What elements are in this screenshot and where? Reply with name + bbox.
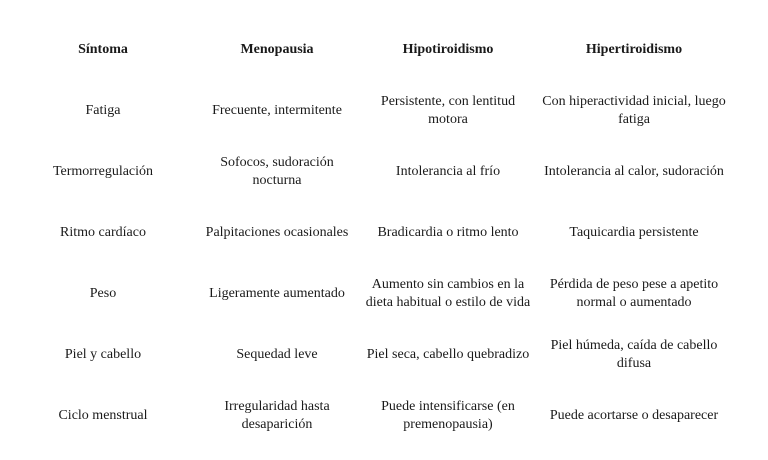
cell-hipertiroidismo: Taquicardia persistente <box>569 224 699 240</box>
header-hipotiroidismo: Hipotiroidismo <box>402 42 494 57</box>
table-row <box>12 80 732 141</box>
cell-hipertiroidismo: Piel húmeda, caída de cabello difusa <box>550 337 718 371</box>
cell-hipertiroidismo: Puede acortarse o desaparecer <box>549 407 719 423</box>
cell-menopausia: Sequedad leve <box>236 346 318 362</box>
cell-hipotiroidismo: Puede intensificarse (en premenopausia) <box>381 398 515 432</box>
header-menopausia: Menopausia <box>240 42 314 57</box>
cell-hipertiroidismo: Intolerancia al calor, sudoración <box>544 163 724 179</box>
symptom-comparison-table <box>12 20 732 446</box>
cell-menopausia: Ligeramente aumentado <box>209 285 345 301</box>
cell-hipotiroidismo: Intolerancia al frío <box>395 163 501 179</box>
cell-hipotiroidismo: Piel seca, cabello quebradizo <box>366 346 530 362</box>
cell-menopausia: Palpitaciones ocasionales <box>205 224 349 240</box>
cell-hipotiroidismo: Bradicardia o ritmo lento <box>377 224 519 240</box>
cell-symptom: Peso <box>89 285 117 301</box>
table-header-row <box>12 20 732 80</box>
table-row <box>12 141 732 202</box>
header-sintoma: Síntoma <box>78 42 128 57</box>
cell-hipertiroidismo: Pérdida de peso pese a apetito normal o aumentado <box>549 276 719 310</box>
cell-menopausia: Irregularidad hasta desaparición <box>224 398 330 432</box>
cell-symptom: Termorregulación <box>52 163 154 179</box>
cell-menopausia: Frecuente, intermitente <box>212 102 342 118</box>
cell-hipertiroidismo: Con hiperactividad inicial, luego fatiga <box>542 93 726 127</box>
table-row <box>12 263 732 324</box>
table-row <box>12 324 732 385</box>
table-row <box>12 202 732 263</box>
table-row <box>12 385 732 446</box>
cell-symptom: Piel y cabello <box>64 346 142 362</box>
cell-symptom: Ciclo menstrual <box>58 407 148 423</box>
header-hipertiroidismo: Hipertiroidismo <box>585 42 683 57</box>
cell-menopausia: Sofocos, sudoración nocturna <box>220 154 334 188</box>
cell-symptom: Ritmo cardíaco <box>60 224 146 240</box>
cell-hipotiroidismo: Aumento sin cambios en la dieta habitual o estilo de vida <box>365 276 531 310</box>
cell-symptom: Fatiga <box>85 102 121 118</box>
cell-hipotiroidismo: Persistente, con lentitud motora <box>380 93 516 127</box>
